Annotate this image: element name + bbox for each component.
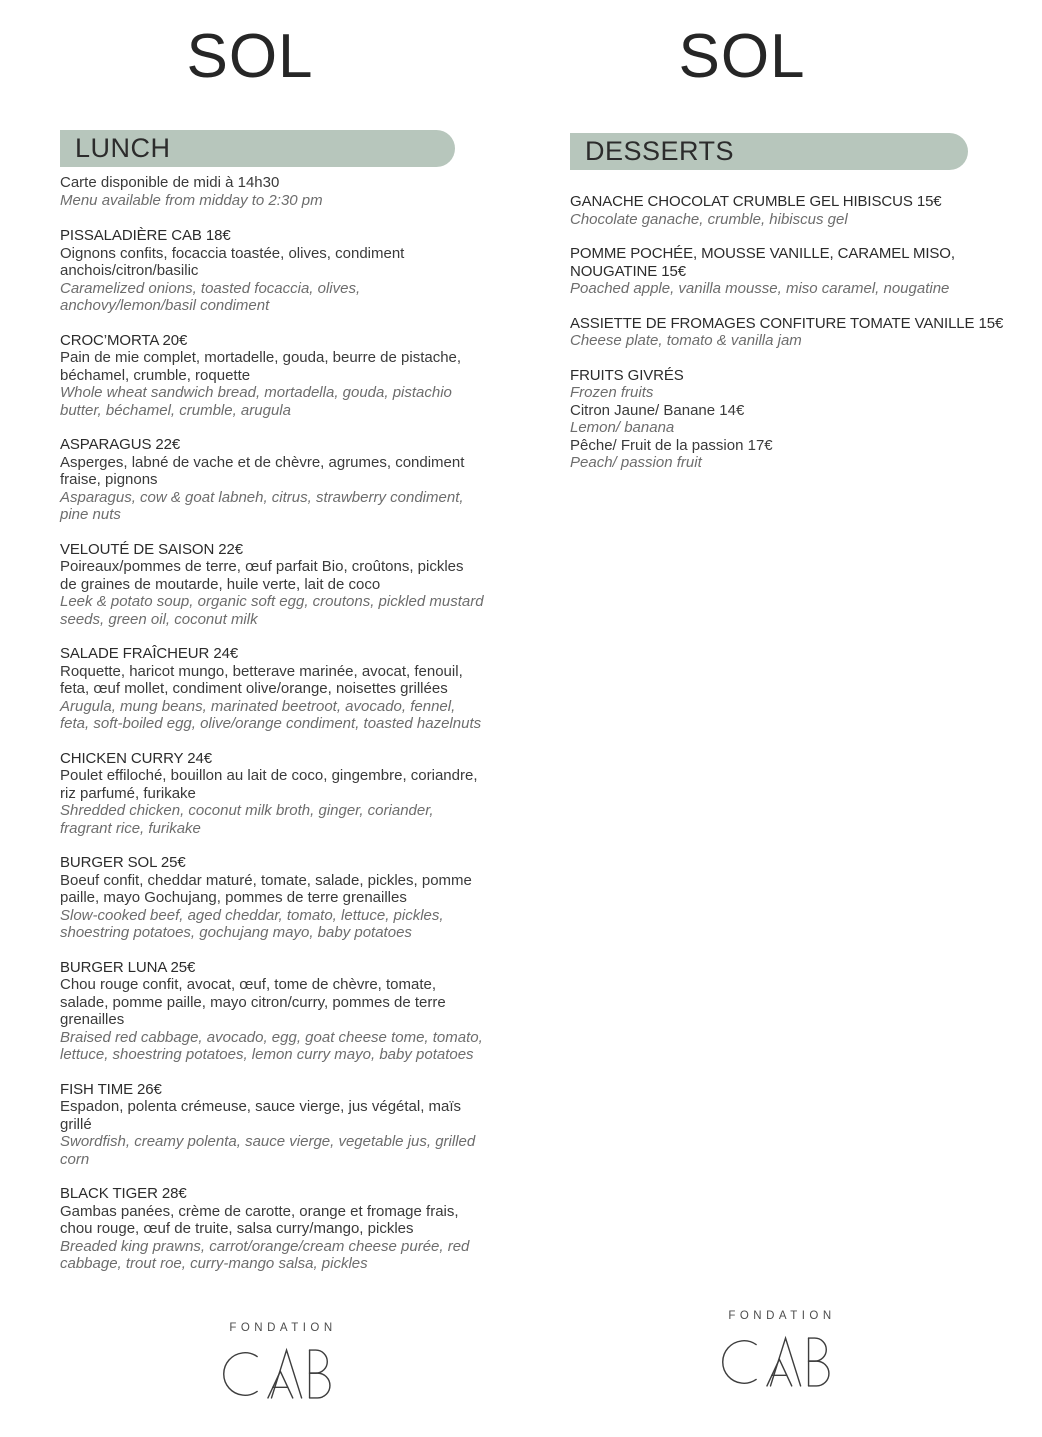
menu-item-line-name: FISH TIME 26€ [60,1080,162,1098]
lunch-item-list [60,227,484,1273]
menu-item [60,436,484,524]
menu-item-line-en: Braised red cabbage, avocado, egg, goat cheese tome, tomato, lettuce, shoestring potatoes, lemon curry mayo, baby potatoes [60,1028,483,1064]
menu-item [570,193,1022,228]
menu-item-line-name: ASSIETTE DE FROMAGES CONFITURE TOMATE VANILLE 15€ [570,314,1004,332]
menu-item [60,332,484,420]
menu-item-line-en: Chocolate ganache, crumble, hibiscus gel [570,210,848,228]
menu-item-line-fr: Asperges, labné de vache et de chèvre, agrumes, condiment fraise, pignons [60,453,465,489]
menu-item-line-name: BURGER SOL 25€ [60,854,186,872]
lunch-column [60,0,484,1290]
menu-item-line-name: BURGER LUNA 25€ [60,958,196,976]
menu-item-line-en: Lemon/ banana [570,419,675,437]
menu-item [60,750,484,838]
lunch-section-label: LUNCH [75,133,171,164]
cab-logo-mark [714,1331,850,1393]
menu-item-line-en: Caramelized onions, toasted focaccia, olives, anchovy/lemon/basil condiment [60,279,361,315]
menu-item-line-fr: Boeuf confit, cheddar maturé, tomate, salade, pickles, pomme paille, mayo Gochujang, pommes de terre grenailles [60,871,472,907]
menu-item-line-name: POMME POCHÉE, MOUSSE VANILLE, CARAMEL MISO, NOUGATINE 15€ [570,245,955,280]
menu-item-line-en: Whole wheat sandwich bread, mortadella, gouda, pistachio butter, béchamel, crumble, arugula [60,384,452,419]
menu-item [60,1081,484,1169]
menu-item [570,315,1022,350]
fondation-label: FONDATION [728,1310,836,1322]
menu-item [60,854,484,942]
menu-item-line-en: Cheese plate, tomato & vanilla jam [570,332,802,350]
desserts-section-header [570,133,968,170]
cab-logo-mark [215,1343,351,1405]
menu-item-line-name: GANACHE CHOCOLAT CRUMBLE GEL HIBISCUS 15€ [570,193,942,211]
menu-item-line-fr: Roquette, haricot mungo, betterave marinée, avocat, fenouil, feta, œuf mollet, condiment olive/orange, noisettes grillées [60,662,463,698]
menu-item [60,227,484,315]
menu-item [60,1185,484,1273]
menu-item [570,367,1022,472]
menu-item-line-en: Swordfish, creamy polenta, sauce vierge, vegetable jus, grilled corn [60,1133,476,1168]
menu-item-line-name: PISSALADIÈRE CAB 18€ [60,227,231,245]
menu-item-line-fr: Pain de mie complet, mortadelle, gouda, beurre de pistache, béchamel, crumble, roquette [60,349,462,384]
menu-item-line-en: Leek & potato soup, organic soft egg, croutons, pickled mustard seeds, green oil, coconut milk [60,593,484,628]
menu-item-line-fr: Poulet effiloché, bouillon au lait de coco, gingembre, coriandre, riz parfumé, furikake [60,767,478,802]
menu-item-line-fr: Poireaux/pommes de terre, œuf parfait Bio, croûtons, pickles de graines de moutarde, huile verte, lait de coco [60,558,464,593]
desserts-column [570,0,1022,489]
menu-item-line-fr: Pêche/ Fruit de la passion 17€ [570,436,773,454]
menu-item-line-name: VELOUTÉ DE SAISON 22€ [60,540,243,558]
menu-item-line-en: Shredded chicken, coconut milk broth, ginger, coriander, fragrant rice, furikake [60,802,434,837]
menu-item-line-fr: Gambas panées, crème de carotte, orange et fromage frais, chou rouge, œuf de truite, salsa curry/mango, pickles [60,1202,459,1238]
fondation-cab-logo-right [570,1310,994,1398]
menu-item-line-name: BLACK TIGER 28€ [60,1185,187,1203]
menu-item-line-en: Asparagus, cow & goat labneh, citrus, strawberry condiment, pine nuts [60,488,464,524]
menu-item [60,645,484,733]
menu-item-line-en: Peach/ passion fruit [570,454,702,472]
menu-item-line-en: Breaded king prawns, carrot/orange/cream cheese purée, red cabbage, trout roe, curry-mango salsa, pickles [60,1237,470,1273]
menu-item-line-name: FRUITS GIVRÉS [570,366,684,384]
menu-item-line-fr: Citron Jaune/ Banane 14€ [570,401,745,419]
menu-item-line-en: Slow-cooked beef, aged cheddar, tomato, lettuce, pickles, shoestring potatoes, gochujang mayo, baby potatoes [60,906,444,942]
menu-item-line-fr: Oignons confits, focaccia toastée, olives, condiment anchois/citron/basilic [60,244,405,280]
menu-item-line-en: Poached apple, vanilla mousse, miso caramel, nougatine [570,280,950,298]
restaurant-title-left: SOL [186,22,314,91]
desserts-item-list [570,193,1022,472]
menu-item-line-en: Frozen fruits [570,384,654,402]
fondation-label: FONDATION [229,1322,337,1334]
menu-item-line-name: SALADE FRAÎCHEUR 24€ [60,645,239,663]
menu-item-line-name: CHICKEN CURRY 24€ [60,749,212,767]
menu-item [60,959,484,1064]
menu-item [60,541,484,629]
availability-note [60,174,484,209]
menu-item-line-fr: Espadon, polenta crémeuse, sauce vierge, jus végétal, maïs grillé [60,1098,462,1133]
availability-note-fr: Carte disponible de midi à 14h30 [60,174,280,192]
menu-item-line-fr: Chou rouge confit, avocat, œuf, tome de chèvre, tomate, salade, pomme paille, mayo citron/curry, pommes de terre grenailles [60,976,446,1029]
menu-item-line-name: ASPARAGUS 22€ [60,436,181,454]
lunch-section-header [60,130,455,167]
menu-item-line-en: Arugula, mung beans, marinated beetroot, avocado, fennel, feta, soft-boiled egg, olive/orange condiment, toasted hazelnuts [60,697,482,733]
menu-item-line-name: CROC’MORTA 20€ [60,331,188,349]
fondation-cab-logo-left [71,1322,495,1410]
desserts-section-label: DESSERTS [585,136,735,167]
menu-item [570,245,1022,298]
availability-note-en: Menu available from midday to 2:30 pm [60,191,323,209]
restaurant-title-right: SOL [678,22,806,91]
